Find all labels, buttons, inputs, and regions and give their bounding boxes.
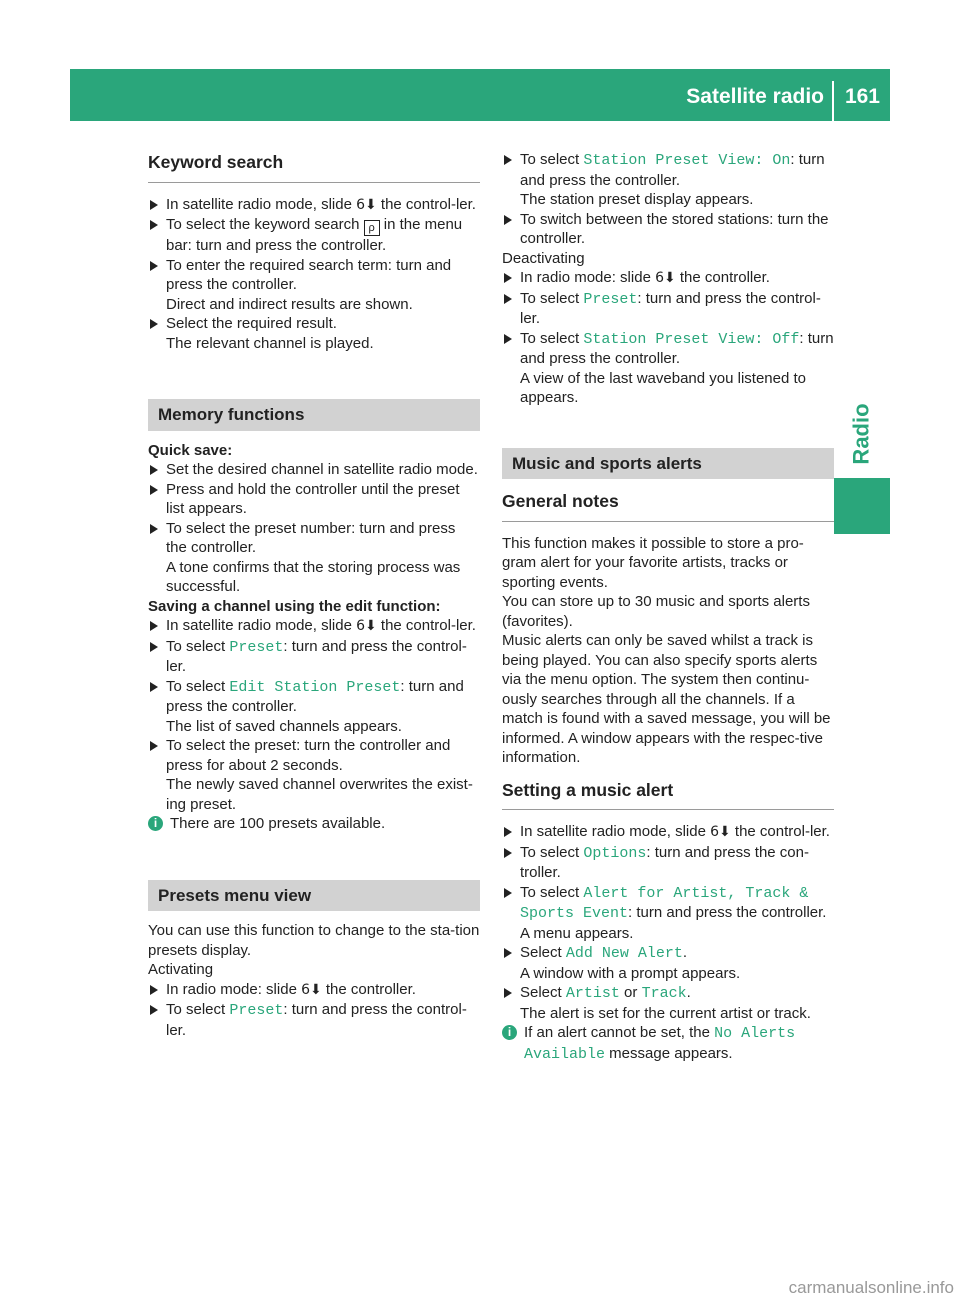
step-text: To select the preset number: turn and press the controller.	[166, 519, 456, 556]
step	[502, 150, 834, 210]
subheading-quick-save: Quick save:	[148, 441, 233, 459]
subheading-edit-function: Saving a channel using the edit function:	[148, 597, 441, 615]
step	[148, 677, 480, 737]
side-tab-label: Radio	[849, 403, 874, 465]
step	[148, 616, 480, 637]
step-result: The station preset display appears.	[520, 191, 754, 208]
step	[502, 289, 834, 329]
header-title: Satellite radio	[686, 85, 824, 108]
step-text: To switch between the stored stations: turn the controller.	[520, 210, 829, 247]
step	[502, 210, 834, 249]
step-text: In satellite radio mode, slide	[166, 617, 357, 634]
step-text: To select	[520, 289, 584, 307]
step-result: A menu appears.	[520, 924, 634, 942]
step	[148, 480, 480, 519]
step-text: In radio mode: slide	[520, 269, 656, 286]
step-text: To select	[166, 677, 230, 695]
section-title-setting-music-alert: Setting a music alert	[502, 778, 834, 811]
step	[148, 980, 480, 1001]
step-text: : turn and press the control-ler.	[166, 637, 467, 675]
step-text: To select	[520, 843, 584, 861]
menu-term: Station Preset View: Off	[583, 330, 800, 348]
step-text: : turn and press the control-ler.	[520, 289, 821, 327]
menu-term: Preset	[583, 290, 638, 308]
step	[502, 843, 834, 883]
step-text: the control-ler.	[376, 195, 476, 213]
side-tab-radio	[834, 398, 890, 470]
step-text: the controller.	[675, 269, 770, 286]
menu-term: Preset	[229, 1002, 284, 1019]
step-text: : turn and press the controller.	[520, 329, 834, 367]
step-text: .	[682, 944, 688, 961]
step-text: : turn and press the controller.	[166, 677, 464, 715]
step	[148, 215, 480, 256]
section-title-general-notes: General notes	[502, 489, 834, 522]
section-band-presets-menu-view: Presets menu view	[148, 880, 480, 912]
info-text: There are 100 presets available.	[170, 815, 386, 832]
info-note	[148, 814, 480, 834]
header-bar	[70, 69, 890, 121]
step-result: The alert is set for the current artist or track.	[520, 1004, 811, 1022]
step-result: The list of saved channels appears.	[166, 717, 402, 735]
step	[502, 822, 834, 843]
left-column	[148, 150, 480, 1040]
step	[502, 983, 834, 1023]
watermark: carmanualsonline.info	[788, 1278, 954, 1297]
step-result: A window with a prompt appears.	[520, 964, 741, 982]
step	[148, 460, 480, 480]
right-column	[502, 150, 834, 1064]
info-icon: i	[502, 1025, 517, 1040]
header-separator	[832, 81, 834, 121]
step-text: In radio mode: slide	[166, 980, 302, 998]
step-text: Set the desired channel in satellite radio mode.	[166, 461, 478, 478]
controller-slide-icon: 6⬇	[655, 270, 676, 286]
menu-term: Station Preset View: On	[583, 152, 791, 169]
menu-term: Add New Alert	[565, 945, 683, 962]
step-text: To select	[520, 883, 584, 901]
step-text: or	[619, 984, 642, 1001]
step-text: : turn and press the controller.	[520, 151, 825, 189]
page-number: 161	[844, 85, 880, 108]
step-text: In satellite radio mode, slide	[520, 823, 711, 840]
step-text: To select the keyword search	[166, 216, 364, 233]
step-text: Select	[520, 984, 566, 1001]
step	[502, 268, 834, 289]
menu-term: Preset	[229, 638, 284, 656]
step-text: the control-ler.	[730, 823, 830, 840]
controller-slide-icon: 6⬇	[356, 196, 377, 213]
step-text: in the menu bar: turn and press the controller.	[166, 216, 463, 254]
step-text: To select	[520, 329, 584, 347]
step-text: To enter the required search term: turn and press the controller.	[166, 256, 452, 293]
controller-slide-icon: 6⬇	[356, 618, 377, 634]
controller-slide-icon: 6⬇	[710, 824, 731, 840]
step	[502, 943, 834, 983]
menu-term: Track	[641, 985, 687, 1002]
step-text: Select	[520, 944, 566, 961]
step	[148, 314, 480, 353]
info-note	[502, 1023, 834, 1064]
paragraph: Music alerts can only be saved whilst a track is being played. You can also specify sports alerts via the menu option. The system then continu-ously searches through all the channels. If a match is found with a saved message, you will be informed. A window appears with the respec-tive information.	[502, 632, 831, 766]
step-text: the control-ler.	[376, 617, 476, 634]
step-text: To select the preset: turn the controller and press for about 2 seconds.	[166, 737, 451, 774]
step	[148, 256, 480, 315]
step-text: To select	[520, 151, 584, 168]
step	[502, 329, 834, 408]
paragraph: You can use this function to change to the sta-tion presets display.	[148, 922, 480, 959]
step	[148, 195, 480, 216]
step-text: : turn and press the controller.	[628, 904, 827, 921]
step-text: : turn and press the con-troller.	[520, 843, 809, 881]
step-text: To select	[166, 1001, 230, 1018]
step-result: The newly saved channel overwrites the exist-ing preset.	[166, 776, 473, 813]
step-result: A view of the last waveband you listened to appears.	[520, 369, 807, 406]
menu-term: No Alerts Available	[524, 1025, 796, 1063]
step-text: In satellite radio mode, slide	[166, 195, 357, 213]
keyword-search-icon: ρ	[364, 220, 380, 236]
controller-slide-icon: 6⬇	[301, 981, 322, 998]
step-result: Direct and indirect results are shown.	[166, 295, 413, 313]
step-text: .	[686, 984, 691, 1001]
info-text: If an alert cannot be set, the	[524, 1024, 715, 1041]
step	[148, 1000, 480, 1040]
menu-term: Artist	[565, 985, 620, 1002]
step-text: : turn and press the control-ler.	[166, 1001, 467, 1039]
side-tab-block	[834, 478, 890, 534]
step-text: the controller.	[321, 980, 416, 998]
step	[148, 736, 480, 814]
menu-term: Options	[583, 844, 647, 862]
section-band-music-sports-alerts: Music and sports alerts	[502, 448, 834, 480]
step	[502, 883, 834, 944]
info-icon: i	[148, 816, 163, 831]
step-text: Press and hold the controller until the preset list appears.	[166, 480, 460, 517]
menu-term: Alert for Artist, Track & Sports Event	[520, 884, 809, 922]
paragraph: You can store up to 30 music and sports alerts (favorites).	[502, 593, 810, 630]
step	[148, 519, 480, 597]
info-text: message appears.	[605, 1044, 733, 1062]
subheading-deactivating: Deactivating	[502, 249, 585, 267]
menu-term: Edit Station Preset	[229, 678, 401, 696]
step-result: The relevant channel is played.	[166, 334, 374, 352]
paragraph: This function makes it possible to store a pro-gram alert for your favorite artists, tracks or sporting events.	[502, 534, 804, 591]
section-title-keyword-search: Keyword search	[148, 150, 480, 183]
step-result: A tone confirms that the storing process was successful.	[166, 558, 461, 595]
section-band-memory-functions: Memory functions	[148, 399, 480, 431]
step-text: Select the required result.	[166, 315, 337, 332]
step-text: To select	[166, 637, 230, 655]
subheading-activating: Activating	[148, 961, 214, 978]
step	[148, 637, 480, 677]
